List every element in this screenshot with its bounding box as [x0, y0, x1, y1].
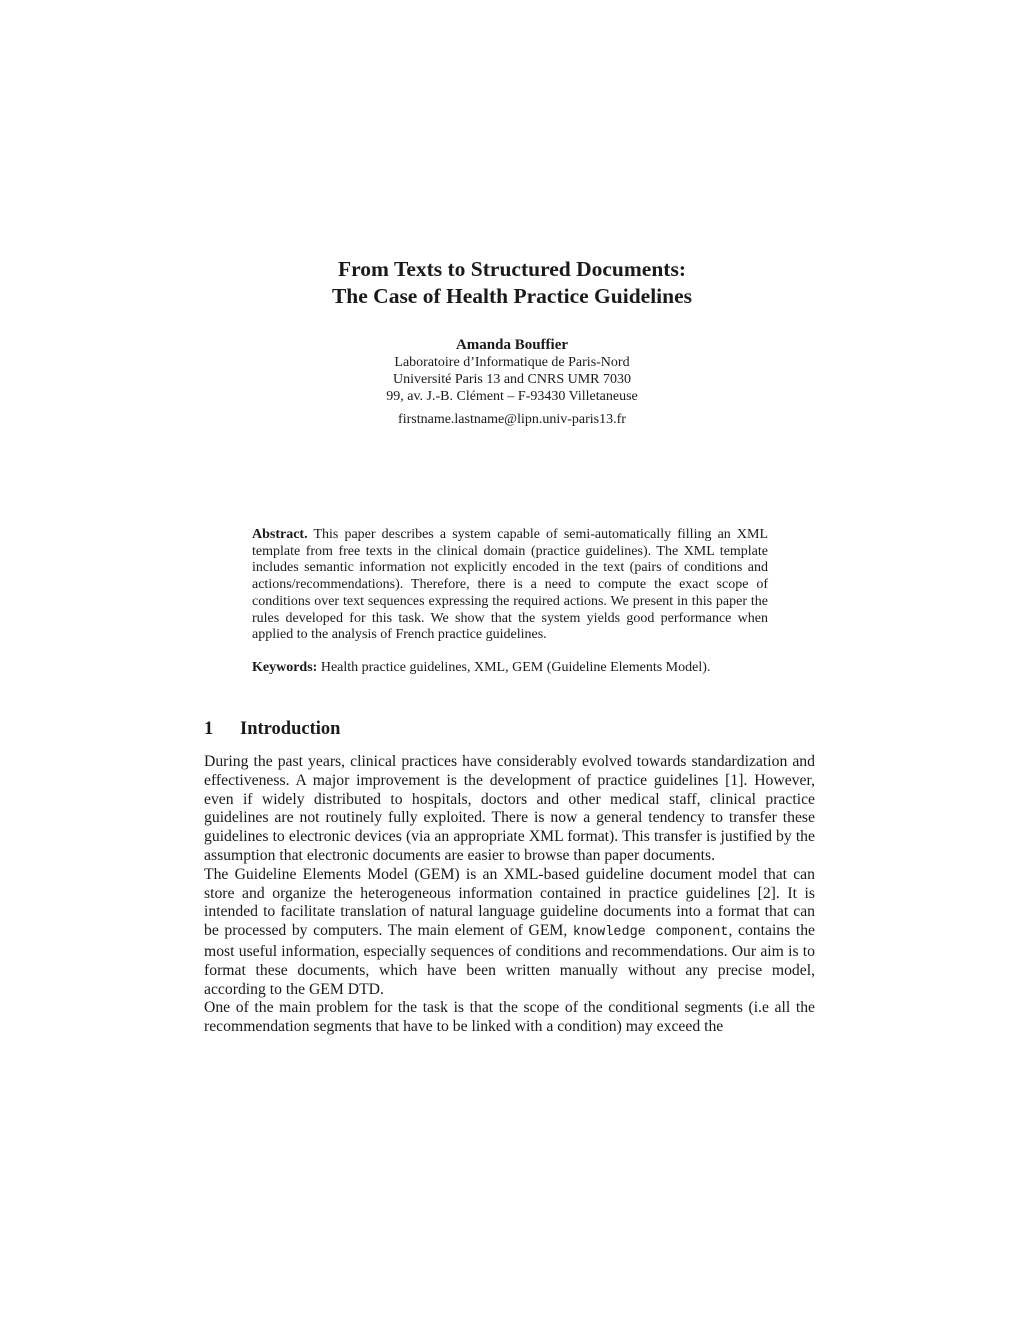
author-name: Amanda Bouffier [455, 337, 569, 353]
paragraph-2 [204, 866, 815, 1000]
abstract-label: Abstract. [252, 527, 308, 542]
affiliation-line-3: 99, av. J.-B. Clément – F-93430 Villetaneuse [386, 389, 638, 404]
keywords-label: Keywords: [252, 660, 318, 675]
keywords [252, 659, 768, 676]
abstract-text: This paper describes a system capable of semi-automatically filling an XML template from free texts in the clinical domain (practice guidelines). The XML template includes semantic information not explicitly encoded in the text (pairs of conditions and actions/recommendations). Therefore, there is a need to compute the exact scope of conditions over text sequences expressing the required actions. We present in this paper the rules developed for this task. We show that the system yields good performance when applied to the analysis of French practice guidelines. [252, 527, 768, 643]
author-email: firstname.lastname@lipn.univ-paris13.fr [398, 412, 626, 427]
abstract [252, 527, 768, 644]
paragraph-1: During the past years, clinical practices have considerably evolved towards standardization and effectiveness. A major improvement is the development of practice guidelines [1]. However, even if widely distributed to hospitals, doctors and other medical staff, clinical practice guidelines are not routinely fully exploited. There is now a general tendency to transfer these guidelines to electronic devices (via an appropriate XML format). This transfer is justified by the assumption that electronic documents are easier to browse than paper documents. [204, 753, 815, 864]
section-number: 1 [204, 719, 214, 739]
author-block [0, 336, 1024, 428]
section-title: Introduction [240, 719, 341, 739]
paragraph-2-text-a: The Guideline Elements Model (GEM) is an XML-based guideline document model that can store and organize the heterogeneous information contained in practice guidelines [2]. It is intended to facilitate translation of natural language guideline documents into a format that can be processed by computers. The main element of GEM, [204, 865, 815, 940]
title-line-1: From Texts to Structured Documents: [338, 257, 686, 281]
paper-title [0, 256, 1024, 310]
paragraph-2-text-b: , contains the most useful information, especially sequences of conditions and recommendations. Our aim is to format these documents, which have been written manually without any precise model, according to the GEM DTD. [204, 922, 816, 998]
keywords-text: Health practice guidelines, XML, GEM (Guideline Elements Model). [320, 660, 711, 675]
paragraph-3: One of the main problem for the task is that the scope of the conditional segments (i.e all the recommendation segments that have to be linked with a condition) may exceed the [204, 999, 815, 1036]
introduction-body [204, 753, 815, 1037]
affiliation-line-2: Université Paris 13 and CNRS UMR 7030 [393, 372, 631, 387]
affiliation-line-1: Laboratoire d’Informatique de Paris-Nord [394, 355, 630, 370]
title-line-2: The Case of Health Practice Guidelines [331, 284, 693, 308]
section-heading-introduction [204, 718, 340, 740]
knowledge-component-code: knowledge component [572, 925, 729, 941]
